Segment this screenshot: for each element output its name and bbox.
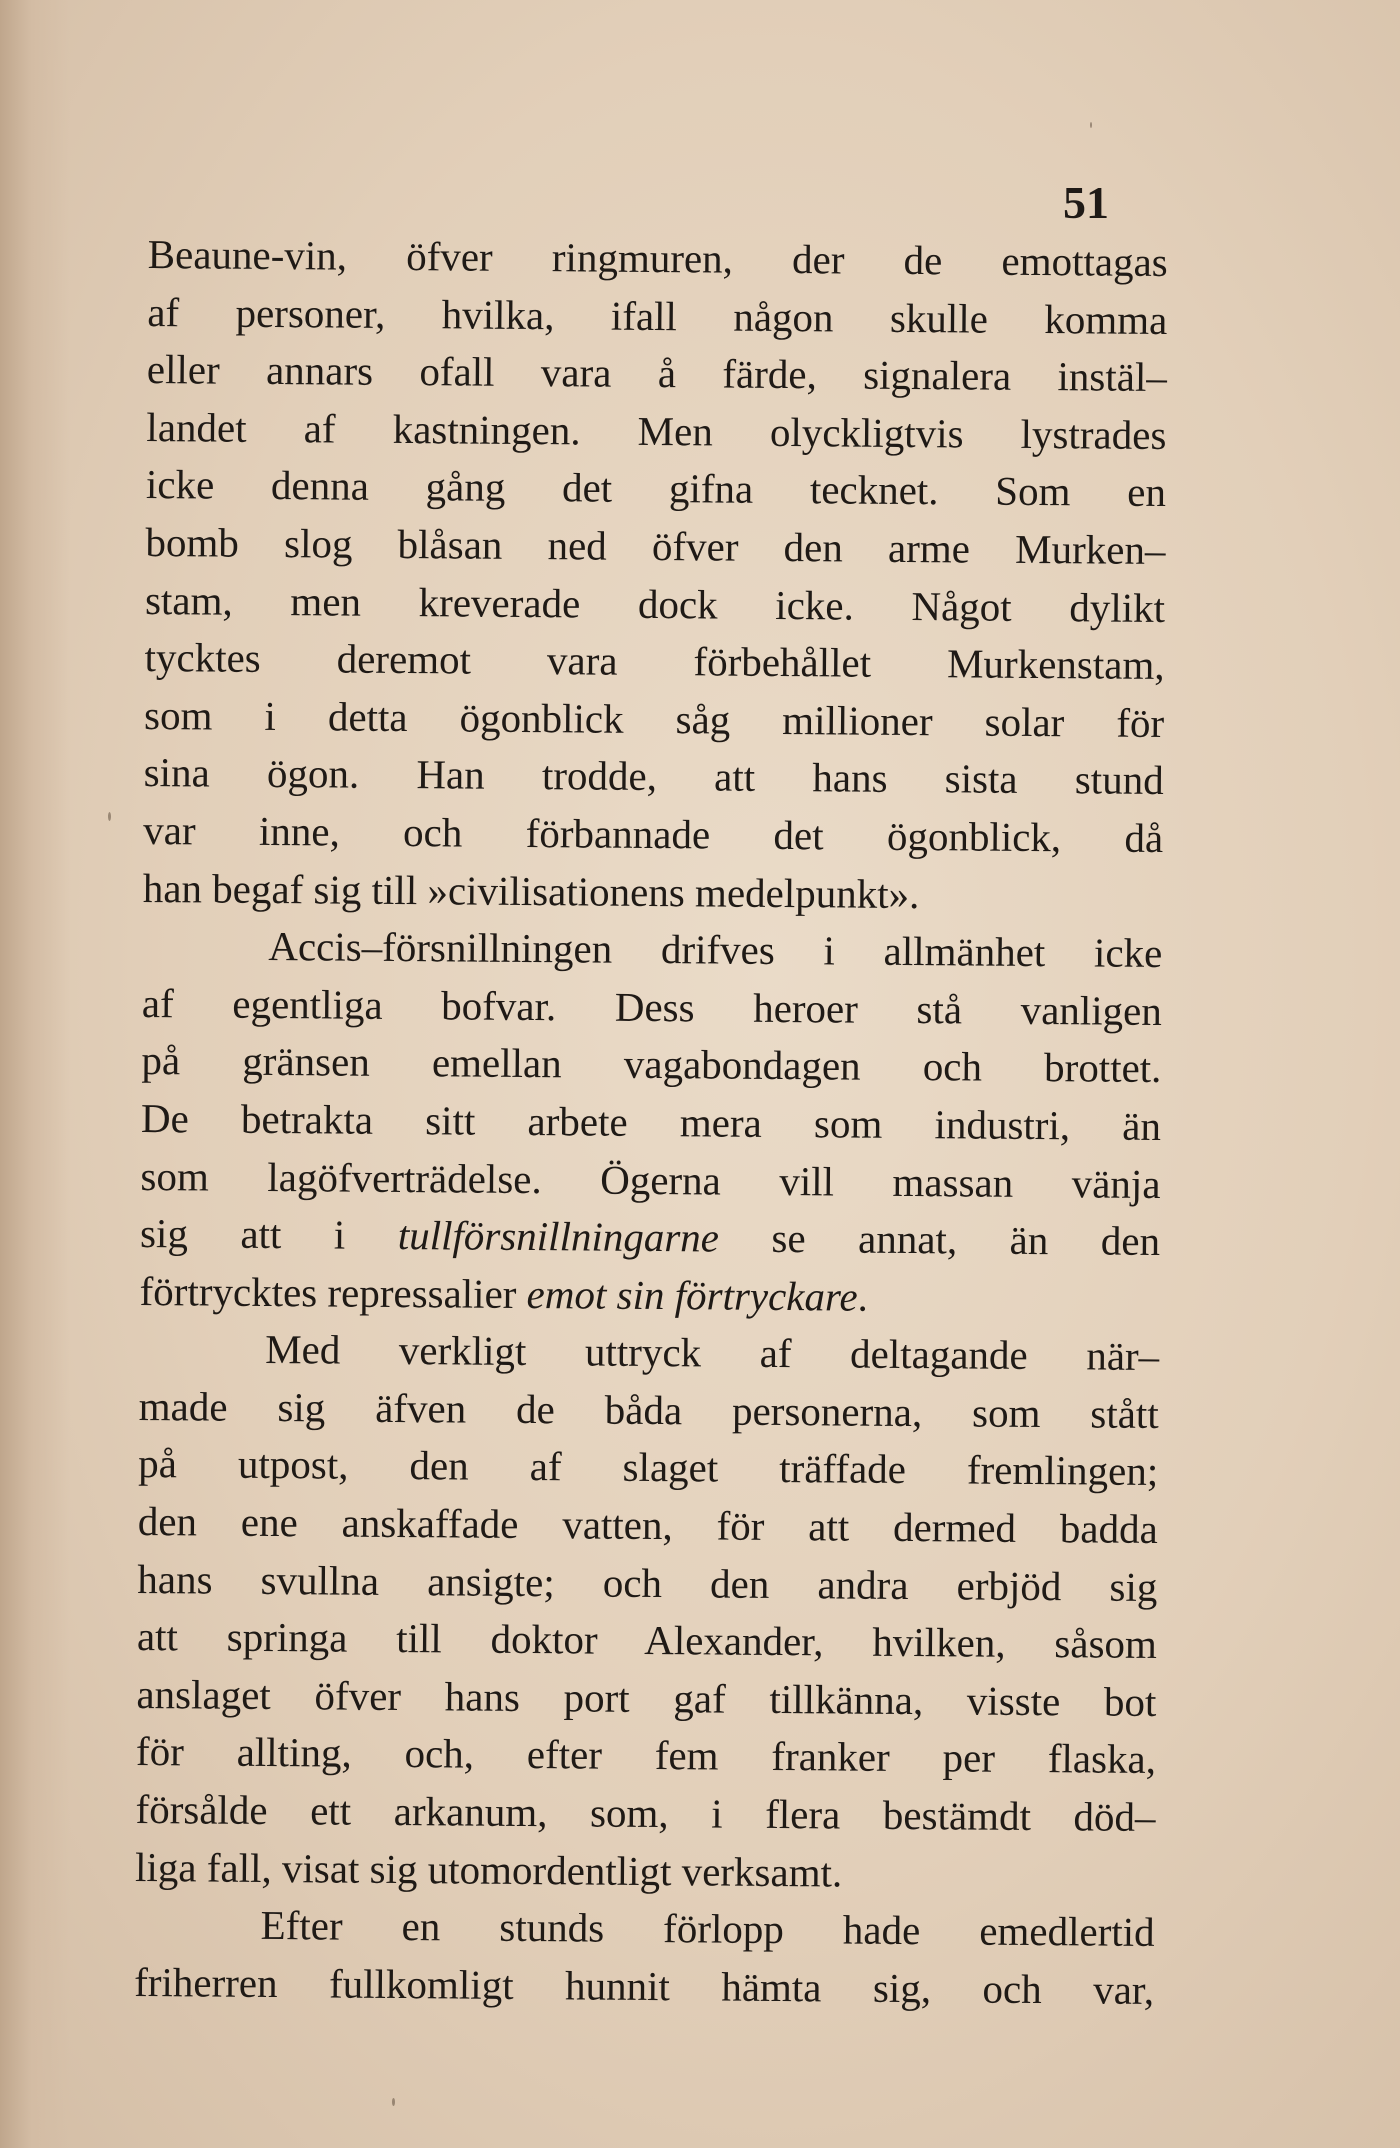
- text-line: var inne, och förbannade det ögonblick, då: [143, 806, 1164, 861]
- italic-text-run: emot sin förtryckare: [526, 1270, 858, 1320]
- text-line: hans svullna ansigte; och den andra erbjöd sig: [137, 1555, 1158, 1610]
- text-line: som i detta ögonblick såg millioner solar för: [143, 691, 1165, 746]
- page-number: 51: [1063, 177, 1109, 228]
- text-line: att springa till doktor Alexander, hvilken, såsom: [136, 1613, 1158, 1668]
- text-line: tycktes deremot vara förbehållet Murkenstam,: [144, 634, 1165, 689]
- text-run: se annat, än den: [718, 1214, 1161, 1265]
- text-line: han begaf sig till »civilisationens medelpunkt».: [142, 864, 920, 917]
- text-line: Efter en stunds förlopp hade emedlertid: [260, 1902, 1155, 1956]
- text-line: Med verkligt uttryck af deltagande när–: [265, 1326, 1160, 1380]
- text-line: sina ögon. Han trodde, att hans sista stund: [143, 749, 1164, 804]
- body-text: [134, 226, 1168, 2019]
- text-run: .: [857, 1273, 869, 1320]
- text-line: [139, 1263, 1159, 1329]
- text-line: icke denna gång det gifna tecknet. Som en: [145, 461, 1167, 516]
- text-line: De betrakta sitt arbete mera som industri, än: [140, 1094, 1162, 1149]
- text-line: [140, 1205, 1160, 1271]
- text-line: liga fall, visat sig utomordentligt verksamt.: [134, 1843, 843, 1896]
- text-line: anslaget öfver hans port gaf tillkänna, visste bot: [136, 1670, 1157, 1725]
- text-line: af personer, hvilka, ifall någon skulle komma: [147, 288, 1168, 343]
- paper-speck: [1090, 122, 1092, 128]
- text-line: af egentliga bofvar. Dess heroer stå vanligen: [141, 979, 1163, 1034]
- text-line: made sig äfven de båda personerna, som stått: [138, 1382, 1159, 1437]
- text-line: försålde ett arkanum, som, i flera bestämdt död–: [135, 1785, 1156, 1840]
- text-line: som lagöfverträdelse. Ögerna vill massan vänja: [140, 1152, 1161, 1207]
- text-line: stam, men kreverade dock icke. Något dylikt: [144, 576, 1166, 631]
- text-line: Accis–försnillningen drifves i allmänhet icke: [268, 923, 1163, 977]
- text-line: Beaune-vin, öfver ringmuren, der de emottagas: [147, 230, 1168, 286]
- text-run: förtrycktes repressalier: [139, 1267, 527, 1317]
- paper-speck: [392, 2098, 395, 2106]
- text-line: eller annars ofall vara å färde, signalera instäl–: [146, 346, 1168, 401]
- text-line: landet af kastningen. Men olyckligtvis lystrades: [146, 403, 1167, 458]
- binding-gutter-shadow: [0, 0, 70, 2148]
- text-line: bomb slog blåsan ned öfver den arme Murken–: [145, 518, 1166, 573]
- paper-speck: [108, 812, 111, 821]
- text-line: den ene anskaffade vatten, för att dermed badda: [137, 1498, 1158, 1553]
- text-line: på utpost, den af slaget träffade fremlingen;: [138, 1440, 1159, 1495]
- italic-text-run: tullförsnillningarne: [397, 1212, 720, 1261]
- text-run: sig att i: [139, 1210, 398, 1259]
- text-line: på gränsen emellan vagabondagen och brottet.: [141, 1037, 1162, 1092]
- text-line: för allting, och, efter fem franker per flaska,: [135, 1728, 1157, 1783]
- text-line: friherren fullkomligt hunnit hämta sig, och var,: [134, 1958, 1155, 2013]
